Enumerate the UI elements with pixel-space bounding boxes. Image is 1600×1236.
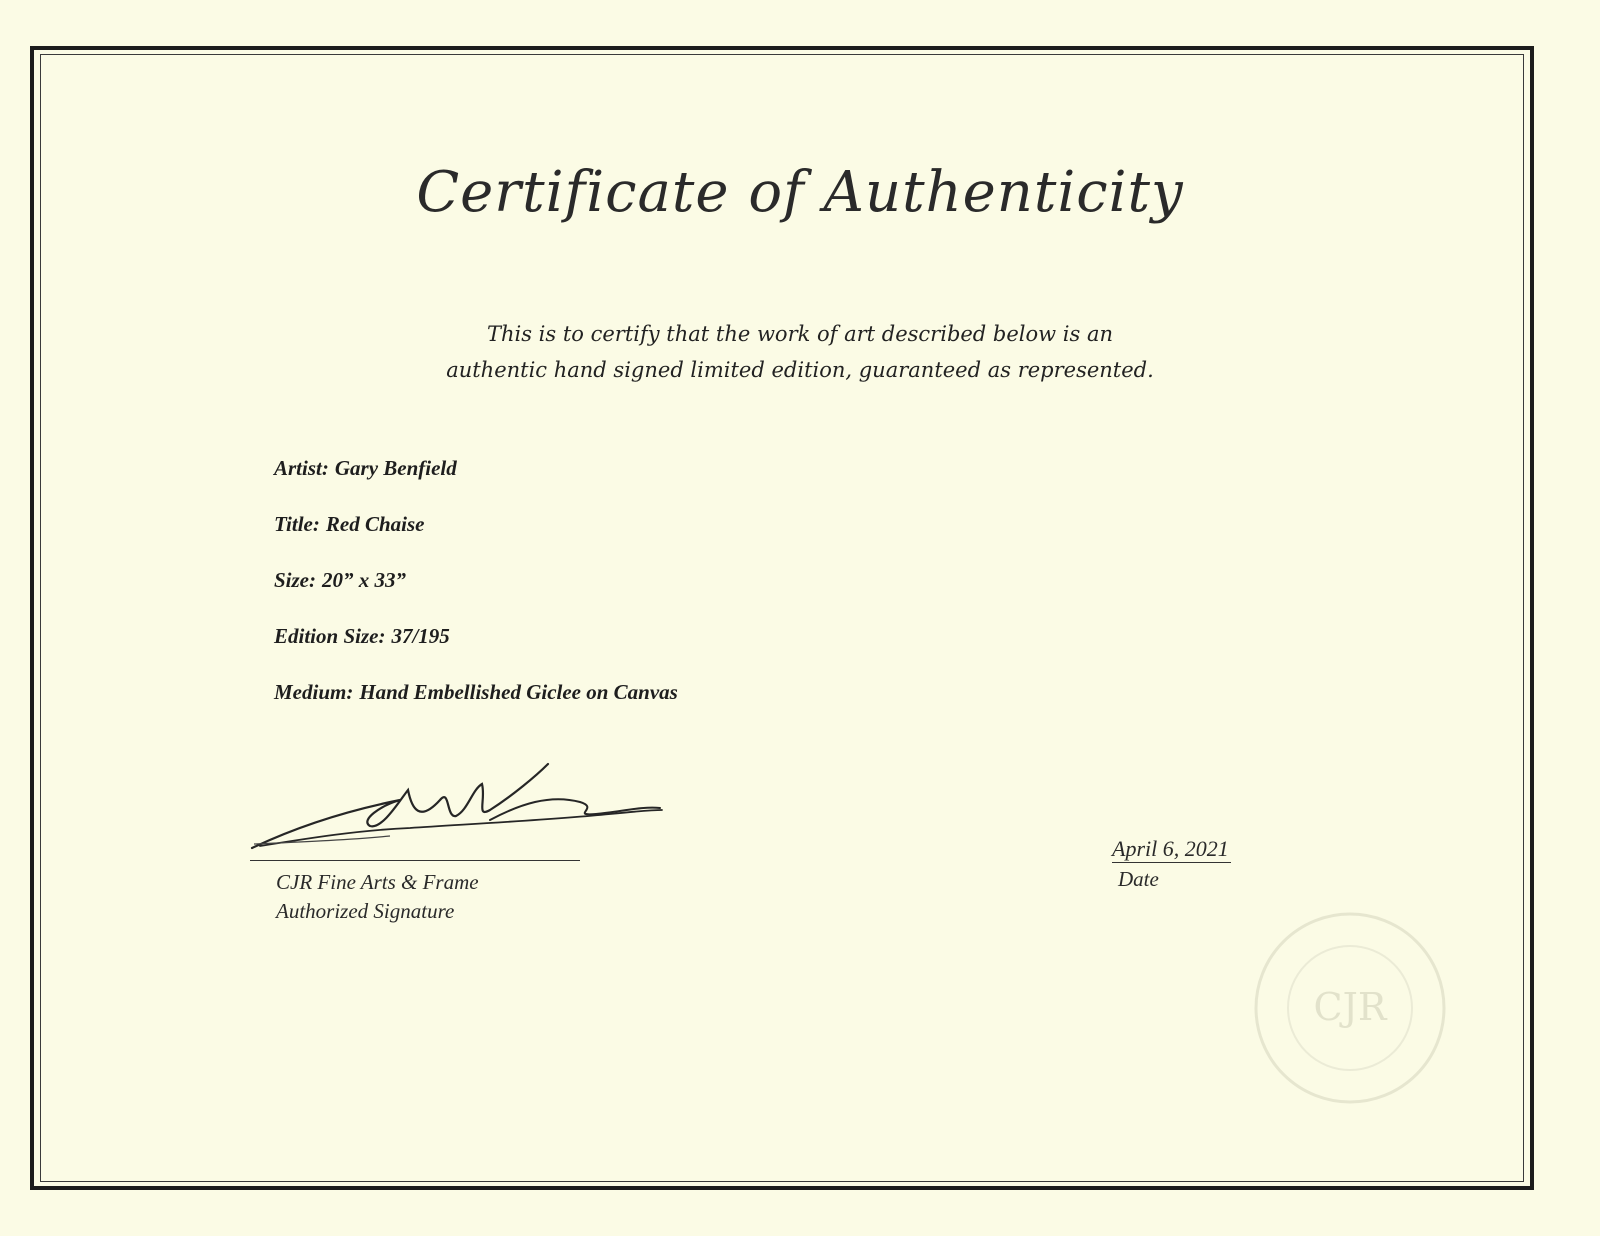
- detail-artist: [274, 456, 678, 512]
- signature-line: [250, 860, 580, 861]
- detail-edition-size: [274, 624, 678, 680]
- date-block: [1112, 836, 1231, 892]
- detail-label: Size:: [274, 568, 316, 592]
- detail-label: Title:: [274, 512, 320, 536]
- detail-title: [274, 512, 678, 568]
- signature-caption: [276, 868, 479, 926]
- handwritten-signature: [250, 760, 680, 860]
- statement-line-2: authentic hand signed limited edition, guaranteed as represented.: [446, 358, 1154, 382]
- detail-label: Edition Size:: [274, 624, 386, 648]
- detail-value: Hand Embellished Giclee on Canvas: [359, 680, 678, 704]
- svg-text:CJR: CJR: [1313, 985, 1387, 1029]
- detail-value: 20” x 33”: [322, 568, 406, 592]
- detail-medium: [274, 680, 678, 736]
- date-label: Date: [1118, 867, 1159, 891]
- signature-company: CJR Fine Arts & Frame: [276, 870, 479, 894]
- certification-statement: [0, 316, 1600, 388]
- statement-line-1: This is to certify that the work of art described below is an: [486, 322, 1114, 346]
- detail-size: [274, 568, 678, 624]
- certificate-title: Certificate of Authenticity: [416, 160, 1184, 225]
- artwork-details: [274, 456, 678, 736]
- detail-value: Red Chaise: [325, 512, 425, 536]
- detail-label: Medium:: [274, 680, 354, 704]
- date-value: April 6, 2021: [1112, 836, 1229, 861]
- detail-label: Artist:: [274, 456, 329, 480]
- detail-value: Gary Benfield: [334, 456, 457, 480]
- signature-label: Authorized Signature: [276, 899, 455, 923]
- detail-value: 37/195: [391, 624, 450, 648]
- embossed-seal: [1252, 910, 1448, 1106]
